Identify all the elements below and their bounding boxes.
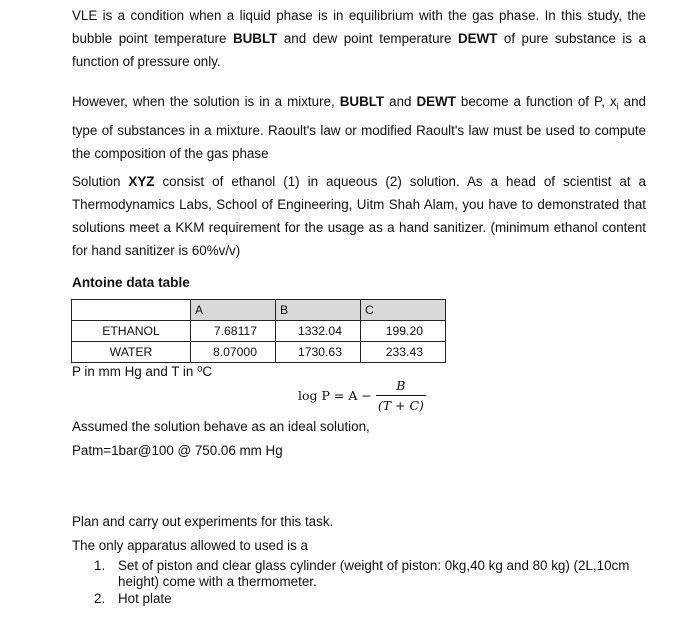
text-run: Solution <box>72 174 129 189</box>
term-bublt: BUBLT <box>339 94 385 109</box>
subscript-i: i <box>616 101 619 112</box>
text-run: become a function of P, x <box>455 94 617 109</box>
text-run: and type of substances in a mixture. Raoult's law or modified Raoult's law must be used to compute the composition of the gas phase <box>72 94 646 161</box>
text-run: of pure substance is a function of pressure only. <box>72 31 646 69</box>
header-b: B <box>276 300 361 321</box>
equation-fraction <box>376 378 426 413</box>
units-note: P in mm Hg and T in ⁰C <box>72 364 213 379</box>
text-run: and <box>384 94 417 109</box>
text-run: and dew point temperature <box>277 31 458 46</box>
text-run: However, when the solution is in a mixture, <box>72 94 340 109</box>
term-dewt: DEWT <box>457 31 498 46</box>
list-index: 2. <box>94 591 106 606</box>
header-spacer <box>72 300 191 321</box>
cell-b: 1730.63 <box>276 342 361 363</box>
header-a: A <box>191 300 276 321</box>
cell-c: 233.43 <box>361 342 446 363</box>
assumption-text: Assumed the solution behave as an ideal solution, <box>72 419 370 434</box>
paragraph-mixture <box>72 90 646 165</box>
antoine-table <box>71 299 446 363</box>
table-title: Antoine data table <box>72 275 190 290</box>
equation-denominator: (T + C) <box>376 395 426 413</box>
header-c: C <box>361 300 446 321</box>
plan-text: Plan and carry out experiments for this task. <box>72 514 334 529</box>
cell-b: 1332.04 <box>276 321 361 342</box>
term-dewt: DEWT <box>416 94 456 109</box>
atmospheric-pressure-text: Patm=1bar@100 @ 750.06 mm Hg <box>72 443 283 458</box>
equation-numerator: B <box>396 378 406 393</box>
table-row <box>72 321 446 342</box>
antoine-equation <box>298 378 426 413</box>
list-item <box>90 558 630 590</box>
list-index: 1. <box>94 558 106 573</box>
row-name: WATER <box>72 342 191 363</box>
apparatus-list <box>90 558 630 608</box>
list-text: Set of piston and clear glass cylinder (weight of piston: 0kg,40 kg and 80 kg) (2L,10cm height) come with a thermometer. <box>118 558 630 589</box>
cell-c: 199.20 <box>361 321 446 342</box>
table-header-row <box>72 300 446 321</box>
text-run: VLE is a condition when a liquid phase is in equilibrium with the gas phase. In this study, the bubble point temperature <box>72 8 646 46</box>
cell-a: 7.68117 <box>191 321 276 342</box>
equation-lhs: log P = A − <box>298 388 372 403</box>
term-xyz: XYZ <box>128 174 155 189</box>
term-bublt: BUBLT <box>232 31 278 46</box>
apparatus-intro-text: The only apparatus allowed to used is a <box>72 538 308 553</box>
row-name: ETHANOL <box>72 321 191 342</box>
paragraph-solution-xyz <box>72 170 646 262</box>
paragraph-vle-intro <box>72 4 646 73</box>
list-item <box>90 591 630 607</box>
table-row <box>72 342 446 363</box>
list-text: Hot plate <box>118 591 172 606</box>
text-run: consist of ethanol (1) in aqueous (2) solution. As a head of scientist at a Thermodynamics Labs, School of Engineering, Uitm Shah Alam, you have to demonstrated that solutions meet a KKM requirement for the usage as a hand sanitizer. (minimum ethanol content for hand sanitizer is 60%v/v) <box>72 174 646 258</box>
cell-a: 8.07000 <box>191 342 276 363</box>
